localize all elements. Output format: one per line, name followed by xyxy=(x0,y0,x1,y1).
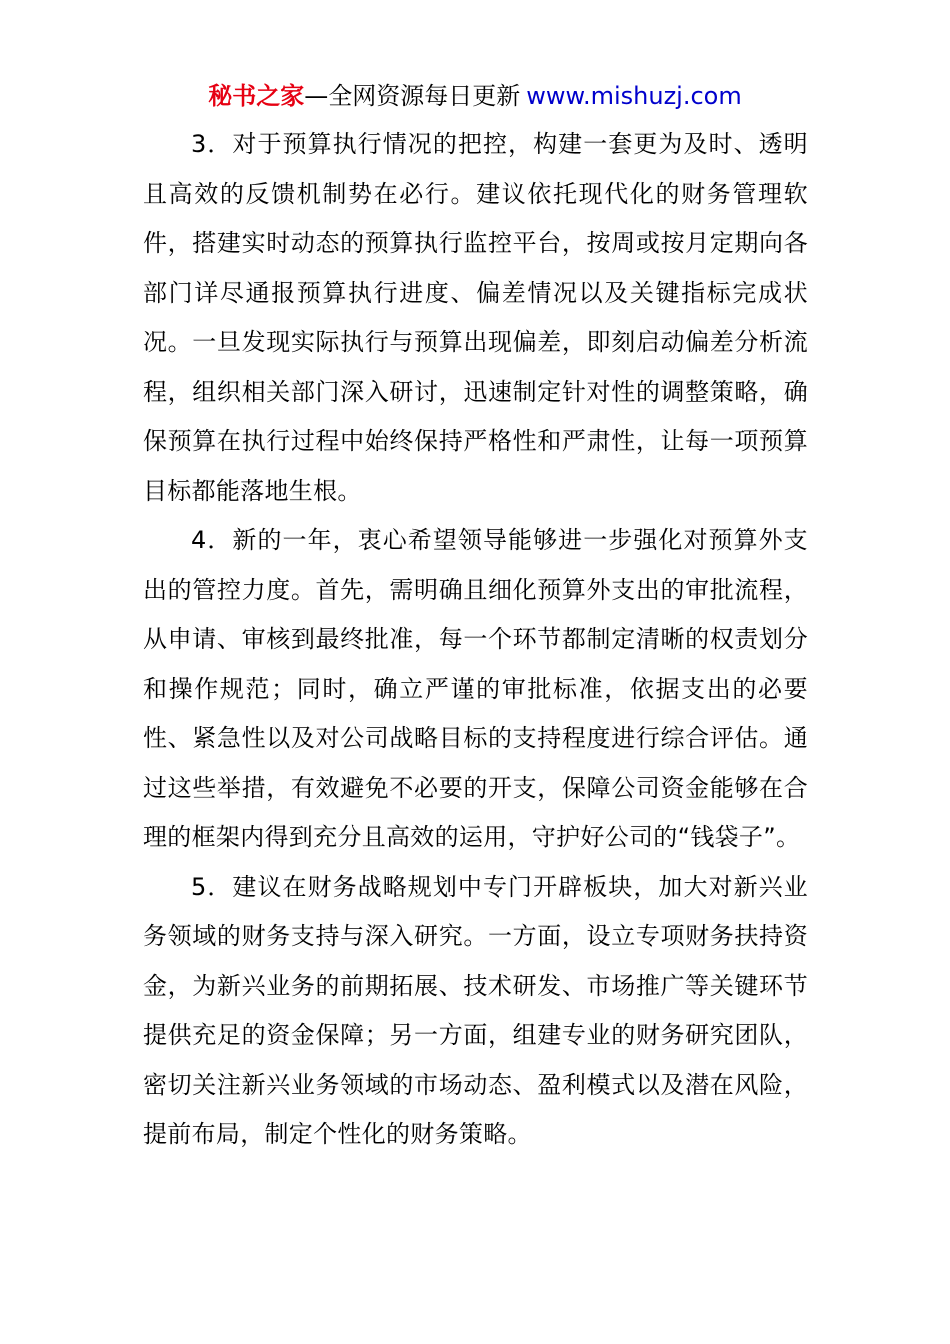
document-body xyxy=(143,120,808,1160)
site-link[interactable]: www.mishuzj.com xyxy=(526,82,742,110)
paragraph-3: 3．对于预算执行情况的把控，构建一套更为及时、透明且高效的反馈机制势在必行。建议依托现代化的财务管理软件，搭建实时动态的预算执行监控平台，按周或按月定期向各部门详尽通报预算执行进度、偏差情况以及关键指标完成状况。一旦发现实际执行与预算出现偏差，即刻启动偏差分析流程，组织相关部门深入研讨，迅速制定针对性的调整策略，确保预算在执行过程中始终保持严格性和严肃性，让每一项预算目标都能落地生根。 xyxy=(143,130,808,505)
paragraph-5: 5．建议在财务战略规划中专门开辟板块，加大对新兴业务领域的财务支持与深入研究。一方面，设立专项财务扶持资金，为新兴业务的前期拓展、技术研发、市场推广等关键环节提供充足的资金保障；另一方面，组建专业的财务研究团队，密切关注新兴业务领域的市场动态、盈利模式以及潜在风险，提前布局，制定个性化的财务策略。 xyxy=(143,872,808,1148)
paragraph-4: 4．新的一年，衷心希望领导能够进一步强化对预算外支出的管控力度。首先，需明确且细化预算外支出的审批流程，从申请、审核到最终批准，每一个环节都制定清晰的权责划分和操作规范；同时，确立严谨的审批标准，依据支出的必要性、紧急性以及对公司战略目标的支持程度进行综合评估。通过这些举措，有效避免不必要的开支，保障公司资金能够在合理的框架内得到充分且高效的运用，守护好公司的“钱袋子”。 xyxy=(143,526,808,851)
brand-name: 秘书之家 xyxy=(208,82,305,110)
page-header xyxy=(0,78,950,114)
header-tagline: —全网资源每日更新 xyxy=(304,82,521,110)
